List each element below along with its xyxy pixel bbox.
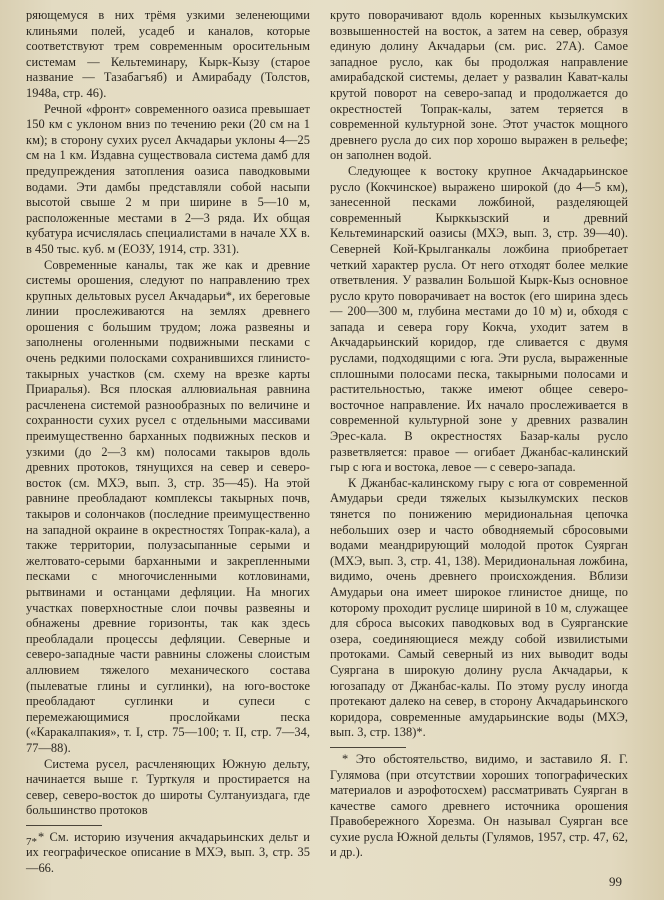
left-paragraph-1: ряющемуся в них трёмя узкими зеленеющими клиньями полей, усадеб и каналов, которые соответствуют трем современным оросительным системам — Кельтеминару, Кырк-Кызу (старое название — Тазабагъяб) и Амирабаду (Толстов, 1948а, стр. 46).: [26, 8, 310, 100]
right-footnote: * Это обстоятельство, видимо, и заставило Я. Г. Гулямова (при отсутствии хороших топографических материалов и аэрофотосхем) рассматривать Суярган в качестве самого древнего источника орошения Правобережного Хорезма. Он называл Суярган все сухие русла Южной дельты (Гулямов, 1957, стр. 47, 62, и др.).: [330, 751, 628, 860]
left-column: [26, 8, 310, 877]
left-paragraph-2: Речной «фронт» современного оазиса превышает 150 км с уклоном вниз по течению реки (20 см на 1 км); в сторону сухих русел Акчадарьи уклоны 4—25 см на 1 км. Издавна существовала система дамб для предупреждения затопления оазиса паводковыми водами. Эти дамбы представляли собой насыпи высотой свыше 2 м при ширине в 5—10 м, расположенные местами в 2—3 ряда. Их общая кубатура исчислялась специалистами в начале XX в. в 450 тыс. куб. м (ЕОЗУ, 1914, стр. 331).: [26, 101, 310, 256]
right-paragraph-1: круто поворачивают вдоль коренных кызылкумских возвышенностей на восток, а затем на север, образуя единую долину Акчадарьи (см. рис. 27А). Самое западное русло, как бы продолжая направление амирабадской системы, делает у развалин Кават-калы крутой поворот на северо-запад и продолжается до окрестностей Топрак-калы, затем теряется в современной культурной зоне. Этот участок мощного древнего русла до сих пор хорошо выражен в рельефе; он заполнен водой.: [330, 8, 628, 163]
page-number: 99: [609, 874, 622, 889]
right-paragraph-3: К Джанбас-калинскому гыру с юга от современной Амударьи среди тяжелых кызылкумских песков тянется по понижению меридиональная цепочка небольших озер и часто обводняемый сбросовыми водами меандрирующий молодой проток Суярган (МХЭ, вып. 3, стр. 41, 138). Меридиональная ложбина, видимо, очень древнего происхождения. Вблизи Амударьи она имеет широкое глинистое днище, по которому проходит руслице шириной в 10 м, служащее для сброса высоких паводковых вод в Суярганские озера, соединяющиеся между собой извилистыми протоками. Самый северный из них выводит воды Суяргана в широкую долину русла Акчадарьи, к югозападу от Джанбас-калы. По этому руслу иногда протекают далеко на север, в сторону Акчадарьинского коридора, современные амударьинские воды (МХЭ, вып. 3, стр. 138)*.: [330, 475, 628, 740]
signature-mark: 7*: [26, 836, 37, 848]
right-column: [330, 8, 628, 861]
right-footnote-divider: [330, 747, 406, 748]
left-footnote-divider: [26, 825, 102, 826]
right-paragraph-2: Следующее к востоку крупное Акчадарьинское русло (Кокчинское) выражено широкой (до 4—5 км), занесенной песками ложбиной, разделяющей современный Кырккызский и древний Кельтеминарский оазисы (МХЭ, вып. 3, стр. 39—40). Северней Кой-Крылганкалы ложбина приобретает четкий характер русла. От него отходят более мелкие ответвления. У развалин Большой Кырк-Кыз основное русло круто поворачивает на восток (его ширина здесь — 200—300 м, глубина местами до 10 м) и, обходя с запада и севера гору Кокча, уходит затем в Акчадарьинский коридор, где сливается с двумя руслами, подходящими с юга. Эти русла, выраженные сплошными полосами песка, такырными полосами и растительностью, также имеют общее северо-восточное направление. Их начало прослеживается в современной культурной зоне у древних развалин Эрес-кала. В окрестностях Базар-калы русло разветвляется: правое — огибает Джанбас-калинский гыр с юга и востока, левое — с северо-запада.: [330, 163, 628, 475]
left-footnote: * См. историю изучения акчадарьинских дельт и их географическое описание в МХЭ, вып. 3, стр. 35—66.: [26, 829, 310, 876]
left-paragraph-4: Система русел, расчленяющих Южную дельту, начинается выше г. Турткуля и простирается на север, северо-восток до широты Султануиздага, где большинство протоков: [26, 756, 310, 818]
left-paragraph-3: Современные каналы, так же как и древние системы орошения, следуют по направлению трех крупных дельтовых русел Акчадарьи*, их береговые линии прослеживаются на землях древнего орошения с большим трудом; ложа развеяны и заполнены оголенными подвижными песками с очень редкими полосками сохранившихся глинисто-такырных участков (см. схему на врезке карты Приаралья). Вся плоская аллювиальная равнина расчленена системой разнообразных по величине и сохранности сухих русел с отдельными массивами преимущественно барханных подвижных песков и узкими (до 2—3 км) полосами такыров вдоль древних протоков, тянущихся на север и северо-восток (см. МХЭ, вып. 3, стр. 35—45). На этой равнине преобладают комплексы такырных почв, такыров и солончаков (последние преимущественно на западной окраине в окрестностях Топрак-кала), а также территории, полузасыпанные серыми и желтовато-серыми барханными и закрепленными песками с многочисленными котловинами, рытвинами и останцами дефляции. На многих участках поверхностные слои почвы развеяны и обнажены древние горизонты, так как здесь преобладали процессы дефляции. Северные и северо-западные части равнины сложены слоистым аллювием тяжелого механического состава (пылеватые глины и суглинки), на юго-востоке преобладают суглинки и супеси с перемежающимися прослойками песка («Каракалпакия», т. I, стр. 75—100; т. II, стр. 7—34, 77—88).: [26, 257, 310, 755]
